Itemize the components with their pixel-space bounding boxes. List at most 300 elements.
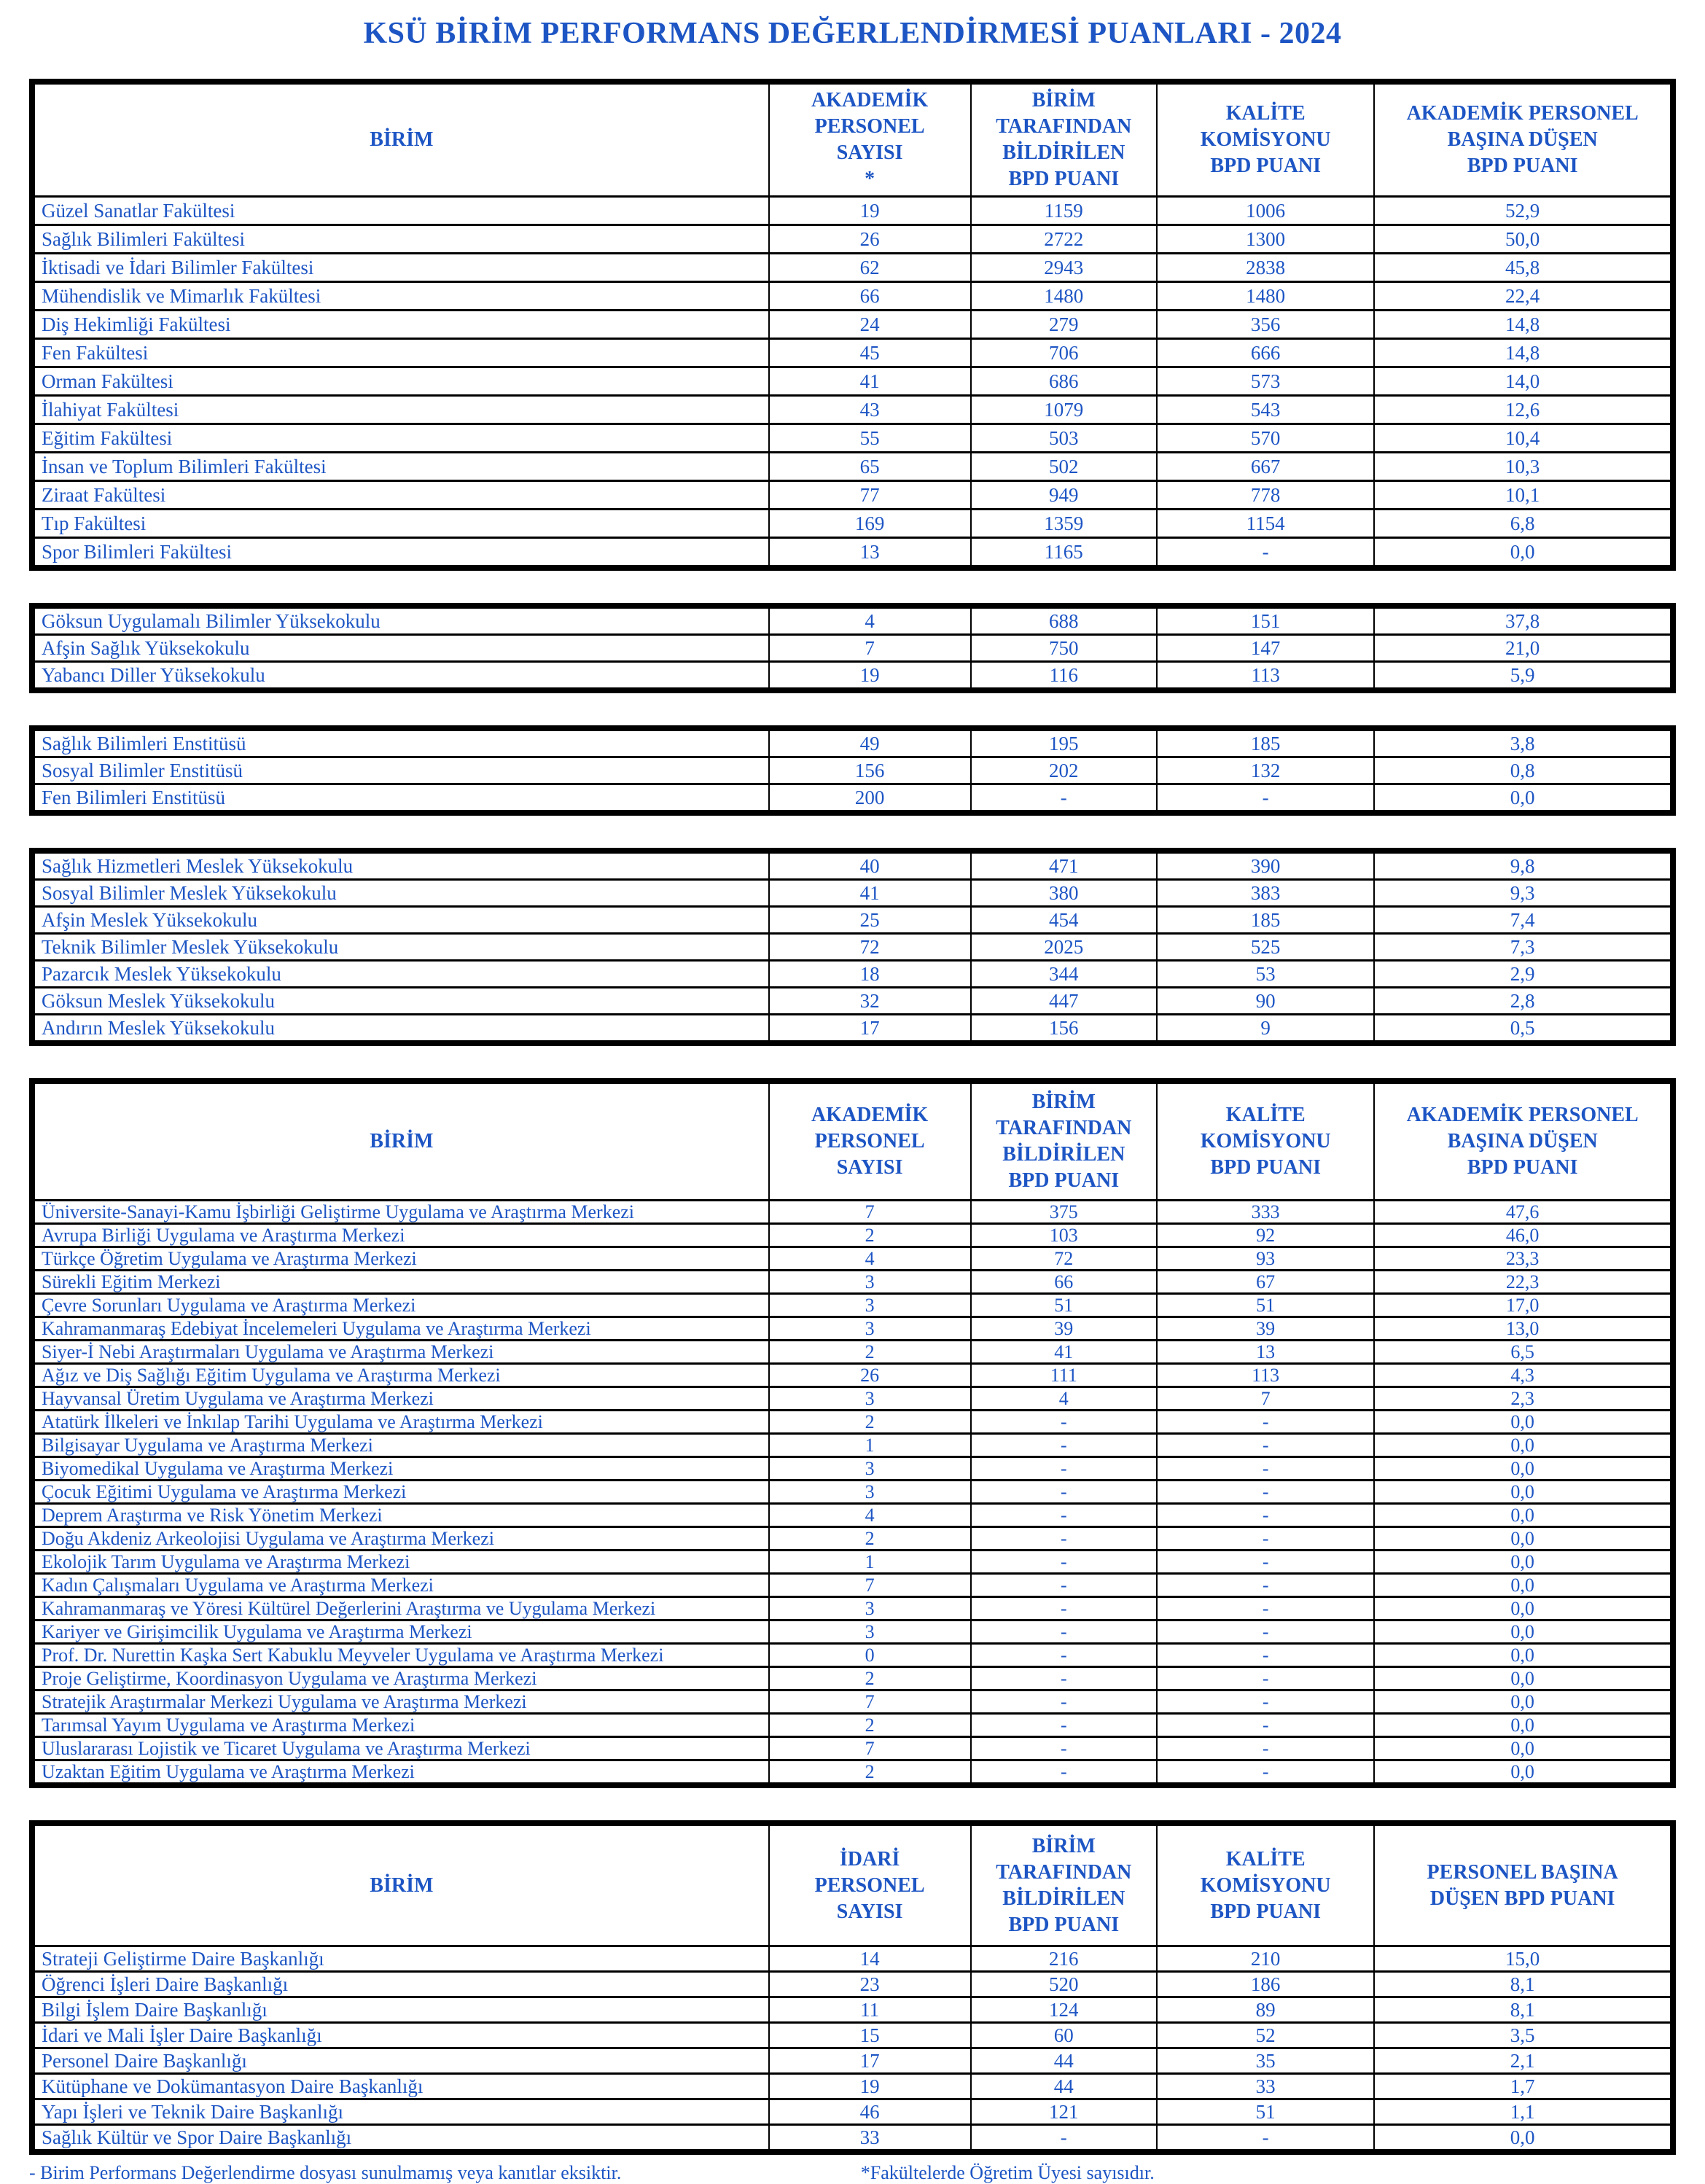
column-header-line: KALİTE: [1225, 1847, 1306, 1871]
unit-row: [32, 510, 1673, 538]
value-cell: 26: [769, 225, 971, 254]
value-cell: 72: [971, 1247, 1157, 1271]
value-cell: 116: [971, 662, 1157, 691]
value-cell: 103: [971, 1224, 1157, 1247]
value-cell: 53: [1157, 961, 1374, 988]
column-header-line: BPD PUANI: [1008, 168, 1120, 190]
value-cell: 23: [769, 1972, 971, 1997]
unit-row: [32, 453, 1673, 481]
value-cell: 525: [1157, 934, 1374, 961]
unit-row: [32, 2125, 1673, 2153]
value-cell: -: [1157, 1481, 1374, 1504]
value-cell: 2025: [971, 934, 1157, 961]
value-cell: 2838: [1157, 254, 1374, 282]
value-cell: 503: [971, 424, 1157, 453]
value-cell: 124: [971, 1997, 1157, 2023]
value-cell: 520: [971, 1972, 1157, 1997]
value-cell: 33: [769, 2125, 971, 2153]
unit-name-cell: Personel Daire Başkanlığı: [32, 2048, 769, 2074]
performance-tables: [29, 79, 1676, 2155]
unit-name-cell: Mühendislik ve Mimarlık Fakültesi: [32, 282, 769, 311]
value-cell: 333: [1157, 1201, 1374, 1224]
unit-row: [32, 907, 1673, 934]
value-cell: 390: [1157, 851, 1374, 880]
value-cell: 3: [769, 1457, 971, 1481]
unit-name-cell: Üniversite-Sanayi-Kamu İşbirliği Geliştirme Uygulama ve Araştırma Merkezi: [32, 1201, 769, 1224]
value-cell: 40: [769, 851, 971, 880]
unit-name-cell: Öğrenci İşleri Daire Başkanlığı: [32, 1972, 769, 1997]
footnote-asterisk: *Fakültelerde Öğretim Üyesi sayısıdır.: [860, 2162, 1155, 2183]
unit-name-cell: Sağlık Bilimleri Fakültesi: [32, 225, 769, 254]
footnote-missing-dossier: - Birim Performans Değerlendirme dosyası sunulmamış veya kanıtlar eksiktir.: [29, 2162, 622, 2183]
unit-name-cell: Afşin Meslek Yüksekokulu: [32, 907, 769, 934]
unit-row: [32, 2074, 1673, 2099]
value-cell: 949: [971, 481, 1157, 510]
unit-row: [32, 2048, 1673, 2074]
value-cell: 0,5: [1374, 1015, 1673, 1044]
unit-name-cell: Andırın Meslek Yüksekokulu: [32, 1015, 769, 1044]
value-cell: 1300: [1157, 225, 1374, 254]
value-cell: 41: [769, 880, 971, 907]
column-header-line: *: [865, 168, 875, 190]
unit-row: [32, 1597, 1673, 1621]
value-cell: 10,3: [1374, 453, 1673, 481]
value-cell: -: [971, 1574, 1157, 1597]
unit-name-cell: Bilgisayar Uygulama ve Araştırma Merkezi: [32, 1434, 769, 1457]
value-cell: 0,0: [1374, 784, 1673, 814]
value-cell: -: [971, 1597, 1157, 1621]
value-cell: -: [1157, 1597, 1374, 1621]
value-cell: 89: [1157, 1997, 1374, 2023]
value-cell: 113: [1157, 662, 1374, 691]
value-cell: 7: [769, 1201, 971, 1224]
value-cell: 7,3: [1374, 934, 1673, 961]
value-cell: 570: [1157, 424, 1374, 453]
column-header-line: TARAFINDAN: [996, 1860, 1132, 1884]
value-cell: 186: [1157, 1972, 1374, 1997]
column-header-line: TARAFINDAN: [996, 115, 1132, 138]
value-cell: 4: [971, 1387, 1157, 1411]
value-cell: 706: [971, 339, 1157, 367]
value-cell: 17: [769, 1015, 971, 1044]
value-cell: 0: [769, 1644, 971, 1667]
value-cell: 447: [971, 988, 1157, 1015]
unit-row: [32, 1271, 1673, 1294]
unit-row: [32, 988, 1673, 1015]
unit-row: [32, 1667, 1673, 1690]
value-cell: 10,1: [1374, 481, 1673, 510]
unit-row: [32, 1457, 1673, 1481]
unit-row: [32, 1294, 1673, 1317]
value-cell: 6,8: [1374, 510, 1673, 538]
unit-name-cell: Prof. Dr. Nurettin Kaşka Sert Kabuklu Meyveler Uygulama ve Araştırma Merkezi: [32, 1644, 769, 1667]
value-cell: -: [1157, 1574, 1374, 1597]
unit-row: [32, 1201, 1673, 1224]
value-cell: -: [971, 1457, 1157, 1481]
unit-name-cell: İdari ve Mali İşler Daire Başkanlığı: [32, 2023, 769, 2048]
value-cell: 22,4: [1374, 282, 1673, 311]
unit-name-cell: Pazarcık Meslek Yüksekokulu: [32, 961, 769, 988]
value-cell: -: [1157, 1457, 1374, 1481]
value-cell: 151: [1157, 606, 1374, 635]
unit-name-cell: Çevre Sorunları Uygulama ve Araştırma Merkezi: [32, 1294, 769, 1317]
unit-row: [32, 1574, 1673, 1597]
unit-row: [32, 728, 1673, 757]
unit-name-cell: Diş Hekimliği Fakültesi: [32, 311, 769, 339]
value-cell: -: [971, 1760, 1157, 1786]
unit-name-cell: Doğu Akdeniz Arkeolojisi Uygulama ve Araştırma Merkezi: [32, 1527, 769, 1551]
unit-name-cell: Biyomedikal Uygulama ve Araştırma Merkezi: [32, 1457, 769, 1481]
unit-row: [32, 1621, 1673, 1644]
header-row: [32, 82, 1673, 197]
value-cell: 667: [1157, 453, 1374, 481]
unit-name-cell: Stratejik Araştırmalar Merkezi Uygulama ve Araştırma Merkezi: [32, 1690, 769, 1714]
column-header-line: BİRİM: [370, 1873, 434, 1897]
unit-name-cell: Uzaktan Eğitim Uygulama ve Araştırma Merkezi: [32, 1760, 769, 1786]
column-header: [1374, 1081, 1673, 1201]
unit-name-cell: İlahiyat Fakültesi: [32, 396, 769, 424]
value-cell: 132: [1157, 757, 1374, 784]
value-cell: 3: [769, 1317, 971, 1341]
column-header-line: BPD PUANI: [1008, 1169, 1120, 1192]
unit-row: [32, 538, 1673, 569]
column-header-line: KALİTE: [1225, 1104, 1306, 1126]
column-header: [32, 1081, 769, 1201]
column-header-line: SAYISI: [836, 1900, 903, 1923]
unit-row: [32, 1760, 1673, 1786]
value-cell: 22,3: [1374, 1271, 1673, 1294]
value-cell: 66: [971, 1271, 1157, 1294]
value-cell: 185: [1157, 907, 1374, 934]
value-cell: 210: [1157, 1946, 1374, 1972]
value-cell: 2: [769, 1411, 971, 1434]
value-cell: 147: [1157, 635, 1374, 662]
value-cell: 51: [1157, 1294, 1374, 1317]
column-header-line: DÜŞEN BPD PUANI: [1429, 1887, 1615, 1910]
unit-name-cell: Kahramanmaraş Edebiyat İncelemeleri Uygulama ve Araştırma Merkezi: [32, 1317, 769, 1341]
value-cell: 0,0: [1374, 1597, 1673, 1621]
value-cell: 3: [769, 1597, 971, 1621]
value-cell: 2: [769, 1341, 971, 1364]
page-title: KSÜ BİRİM PERFORMANS DEĞERLENDİRMESİ PUANLARI - 2024: [363, 17, 1342, 50]
value-cell: 44: [971, 2048, 1157, 2074]
value-cell: 6,5: [1374, 1341, 1673, 1364]
value-cell: 1,7: [1374, 2074, 1673, 2099]
unit-name-cell: Sosyal Bilimler Enstitüsü: [32, 757, 769, 784]
value-cell: 50,0: [1374, 225, 1673, 254]
value-cell: 60: [971, 2023, 1157, 2048]
column-header-line: BAŞINA DÜŞEN: [1447, 1130, 1598, 1153]
value-cell: 0,0: [1374, 1737, 1673, 1760]
value-cell: 2,8: [1374, 988, 1673, 1015]
value-cell: 156: [769, 757, 971, 784]
column-header-line: PERSONEL: [814, 115, 925, 138]
value-cell: -: [971, 1737, 1157, 1760]
value-cell: 14,8: [1374, 311, 1673, 339]
value-cell: -: [1157, 1527, 1374, 1551]
unit-name-cell: Fen Fakültesi: [32, 339, 769, 367]
value-cell: -: [1157, 1737, 1374, 1760]
value-cell: 67: [1157, 1271, 1374, 1294]
value-cell: -: [971, 2125, 1157, 2153]
unit-row: [32, 225, 1673, 254]
value-cell: 2,1: [1374, 2048, 1673, 2074]
unit-row: [32, 2023, 1673, 2048]
value-cell: 13: [769, 538, 971, 569]
column-header-line: BİLDİRİLEN: [1002, 141, 1125, 164]
value-cell: 356: [1157, 311, 1374, 339]
column-header: [971, 1081, 1157, 1201]
value-cell: 12,6: [1374, 396, 1673, 424]
value-cell: 18: [769, 961, 971, 988]
value-cell: 0,0: [1374, 1760, 1673, 1786]
value-cell: 92: [1157, 1224, 1374, 1247]
value-cell: -: [1157, 1551, 1374, 1574]
column-header-line: BPD PUANI: [1467, 155, 1578, 177]
value-cell: 43: [769, 396, 971, 424]
column-header-line: KALİTE: [1225, 102, 1306, 125]
unit-name-cell: Strateji Geliştirme Daire Başkanlığı: [32, 1946, 769, 1972]
value-cell: -: [1157, 1667, 1374, 1690]
value-cell: -: [971, 1527, 1157, 1551]
column-header-line: PERSONEL BAŞINA: [1427, 1860, 1618, 1884]
value-cell: 44: [971, 2074, 1157, 2099]
header-row: [32, 1081, 1673, 1201]
value-cell: 3,8: [1374, 728, 1673, 757]
value-cell: 1006: [1157, 197, 1374, 225]
unit-name-cell: İnsan ve Toplum Bilimleri Fakültesi: [32, 453, 769, 481]
column-header: [32, 1823, 769, 1946]
header-row: [32, 1823, 1673, 1946]
value-cell: 90: [1157, 988, 1374, 1015]
value-cell: 45,8: [1374, 254, 1673, 282]
value-cell: 279: [971, 311, 1157, 339]
value-cell: 3: [769, 1481, 971, 1504]
value-cell: 502: [971, 453, 1157, 481]
value-cell: -: [971, 1690, 1157, 1714]
column-header-line: SAYISI: [836, 141, 903, 164]
value-cell: 2: [769, 1527, 971, 1551]
value-cell: 688: [971, 606, 1157, 635]
value-cell: -: [971, 1411, 1157, 1434]
value-cell: 1480: [1157, 282, 1374, 311]
value-cell: 2: [769, 1224, 971, 1247]
column-header: [1157, 1081, 1374, 1201]
value-cell: 3,5: [1374, 2023, 1673, 2048]
value-cell: 573: [1157, 367, 1374, 396]
column-header: [971, 82, 1157, 197]
value-cell: 202: [971, 757, 1157, 784]
value-cell: 4: [769, 606, 971, 635]
unit-row: [32, 1714, 1673, 1737]
unit-name-cell: Avrupa Birliği Uygulama ve Araştırma Merkezi: [32, 1224, 769, 1247]
value-cell: 169: [769, 510, 971, 538]
unit-name-cell: Proje Geliştirme, Koordinasyon Uygulama ve Araştırma Merkezi: [32, 1667, 769, 1690]
unit-row: [32, 1551, 1673, 1574]
column-header: [769, 1823, 971, 1946]
unit-name-cell: Sağlık Bilimleri Enstitüsü: [32, 728, 769, 757]
column-header-line: BPD PUANI: [1210, 1900, 1321, 1923]
value-cell: 47,6: [1374, 1201, 1673, 1224]
unit-row: [32, 481, 1673, 510]
column-header-line: BİRİM: [1031, 89, 1096, 112]
value-cell: 37,8: [1374, 606, 1673, 635]
unit-row: [32, 339, 1673, 367]
unit-row: [32, 197, 1673, 225]
value-cell: 65: [769, 453, 971, 481]
value-cell: 46: [769, 2099, 971, 2125]
unit-row: [32, 282, 1673, 311]
value-cell: 24: [769, 311, 971, 339]
value-cell: 7,4: [1374, 907, 1673, 934]
value-cell: 778: [1157, 481, 1374, 510]
value-cell: 46,0: [1374, 1224, 1673, 1247]
column-header-line: BPD PUANI: [1467, 1156, 1578, 1179]
column-header: [769, 1081, 971, 1201]
value-cell: -: [1157, 784, 1374, 814]
unit-row: [32, 934, 1673, 961]
value-cell: 113: [1157, 1364, 1374, 1387]
value-cell: 62: [769, 254, 971, 282]
column-header-line: AKADEMİK PERSONEL: [1406, 1104, 1639, 1126]
value-cell: -: [1157, 1714, 1374, 1737]
value-cell: 543: [1157, 396, 1374, 424]
value-cell: 72: [769, 934, 971, 961]
column-header-line: AKADEMİK: [811, 1104, 929, 1126]
value-cell: 8,1: [1374, 1972, 1673, 1997]
value-cell: 200: [769, 784, 971, 814]
value-cell: 9,3: [1374, 880, 1673, 907]
unit-row: [32, 1411, 1673, 1434]
unit-name-cell: Bilgi İşlem Daire Başkanlığı: [32, 1997, 769, 2023]
unit-name-cell: Sağlık Kültür ve Spor Daire Başkanlığı: [32, 2125, 769, 2153]
value-cell: 2,9: [1374, 961, 1673, 988]
column-header-line: BPD PUANI: [1210, 1156, 1321, 1179]
value-cell: 216: [971, 1946, 1157, 1972]
value-cell: 17: [769, 2048, 971, 2074]
unit-row: [32, 606, 1673, 635]
value-cell: 2722: [971, 225, 1157, 254]
unit-name-cell: Ağız ve Diş Sağlığı Eğitim Uygulama ve Araştırma Merkezi: [32, 1364, 769, 1387]
value-cell: 185: [1157, 728, 1374, 757]
unit-name-cell: Tıp Fakültesi: [32, 510, 769, 538]
column-header-line: BİRİM: [1031, 1834, 1096, 1857]
value-cell: 0,0: [1374, 1621, 1673, 1644]
value-cell: 2943: [971, 254, 1157, 282]
unit-name-cell: Uluslararası Lojistik ve Ticaret Uygulama ve Araştırma Merkezi: [32, 1737, 769, 1760]
value-cell: 21,0: [1374, 635, 1673, 662]
unit-row: [32, 1015, 1673, 1044]
column-header-line: BPD PUANI: [1210, 155, 1321, 177]
value-cell: -: [1157, 1760, 1374, 1786]
value-cell: 35: [1157, 2048, 1374, 2074]
value-cell: -: [971, 1667, 1157, 1690]
column-header-line: İDARİ: [839, 1847, 900, 1871]
unit-row: [32, 880, 1673, 907]
value-cell: -: [1157, 1621, 1374, 1644]
unit-row: [32, 1972, 1673, 1997]
unit-name-cell: Spor Bilimleri Fakültesi: [32, 538, 769, 569]
unit-name-cell: Orman Fakültesi: [32, 367, 769, 396]
unit-row: [32, 1737, 1673, 1760]
column-header: [1157, 1823, 1374, 1946]
value-cell: 0,0: [1374, 1574, 1673, 1597]
value-cell: 4: [769, 1504, 971, 1527]
unit-name-cell: Eğitim Fakültesi: [32, 424, 769, 453]
column-header-line: PERSONEL: [814, 1130, 925, 1153]
value-cell: 15,0: [1374, 1946, 1673, 1972]
value-cell: 195: [971, 728, 1157, 757]
unit-name-cell: Atatürk İlkeleri ve İnkılap Tarihi Uygulama ve Araştırma Merkezi: [32, 1411, 769, 1434]
value-cell: 19: [769, 2074, 971, 2099]
unit-name-cell: Kahramanmaraş ve Yöresi Kültürel Değerlerini Araştırma ve Uygulama Merkezi: [32, 1597, 769, 1621]
unit-row: [32, 396, 1673, 424]
unit-row: [32, 1317, 1673, 1341]
unit-row: [32, 1387, 1673, 1411]
value-cell: -: [1157, 1434, 1374, 1457]
column-header-line: BPD PUANI: [1008, 1913, 1120, 1936]
value-cell: 9,8: [1374, 851, 1673, 880]
value-cell: 19: [769, 662, 971, 691]
unit-row: [32, 662, 1673, 691]
unit-name-cell: Türkçe Öğretim Uygulama ve Araştırma Merkezi: [32, 1247, 769, 1271]
table-yuksekokullar: [29, 603, 1676, 693]
value-cell: 55: [769, 424, 971, 453]
table-fakulteler: [29, 79, 1676, 571]
value-cell: 8,1: [1374, 1997, 1673, 2023]
unit-row: [32, 367, 1673, 396]
unit-name-cell: Deprem Araştırma ve Risk Yönetim Merkezi: [32, 1504, 769, 1527]
value-cell: 39: [971, 1317, 1157, 1341]
unit-row: [32, 784, 1673, 814]
value-cell: 7: [769, 635, 971, 662]
value-cell: 121: [971, 2099, 1157, 2125]
value-cell: 15: [769, 2023, 971, 2048]
value-cell: 77: [769, 481, 971, 510]
unit-row: [32, 1997, 1673, 2023]
value-cell: 375: [971, 1201, 1157, 1224]
unit-name-cell: Tarımsal Yayım Uygulama ve Araştırma Merkezi: [32, 1714, 769, 1737]
unit-row: [32, 1527, 1673, 1551]
value-cell: 0,0: [1374, 1481, 1673, 1504]
value-cell: 51: [1157, 2099, 1374, 2125]
value-cell: 26: [769, 1364, 971, 1387]
column-header-line: PERSONEL: [814, 1873, 925, 1897]
unit-name-cell: Siyer-İ Nebi Araştırmaları Uygulama ve Araştırma Merkezi: [32, 1341, 769, 1364]
unit-row: [32, 1341, 1673, 1364]
value-cell: -: [1157, 1504, 1374, 1527]
value-cell: 14,0: [1374, 367, 1673, 396]
value-cell: -: [971, 1551, 1157, 1574]
value-cell: 1159: [971, 197, 1157, 225]
value-cell: 1154: [1157, 510, 1374, 538]
value-cell: 33: [1157, 2074, 1374, 2099]
unit-name-cell: Teknik Bilimler Meslek Yüksekokulu: [32, 934, 769, 961]
column-header: [1374, 82, 1673, 197]
value-cell: 3: [769, 1387, 971, 1411]
unit-name-cell: Kütüphane ve Dokümantasyon Daire Başkanlığı: [32, 2074, 769, 2099]
value-cell: 1: [769, 1434, 971, 1457]
value-cell: 39: [1157, 1317, 1374, 1341]
unit-name-cell: Afşin Sağlık Yüksekokulu: [32, 635, 769, 662]
value-cell: -: [971, 784, 1157, 814]
value-cell: 49: [769, 728, 971, 757]
column-header-line: BAŞINA DÜŞEN: [1447, 128, 1598, 151]
value-cell: 383: [1157, 880, 1374, 907]
value-cell: 41: [769, 367, 971, 396]
value-cell: 0,0: [1374, 1504, 1673, 1527]
value-cell: 0,0: [1374, 2125, 1673, 2153]
